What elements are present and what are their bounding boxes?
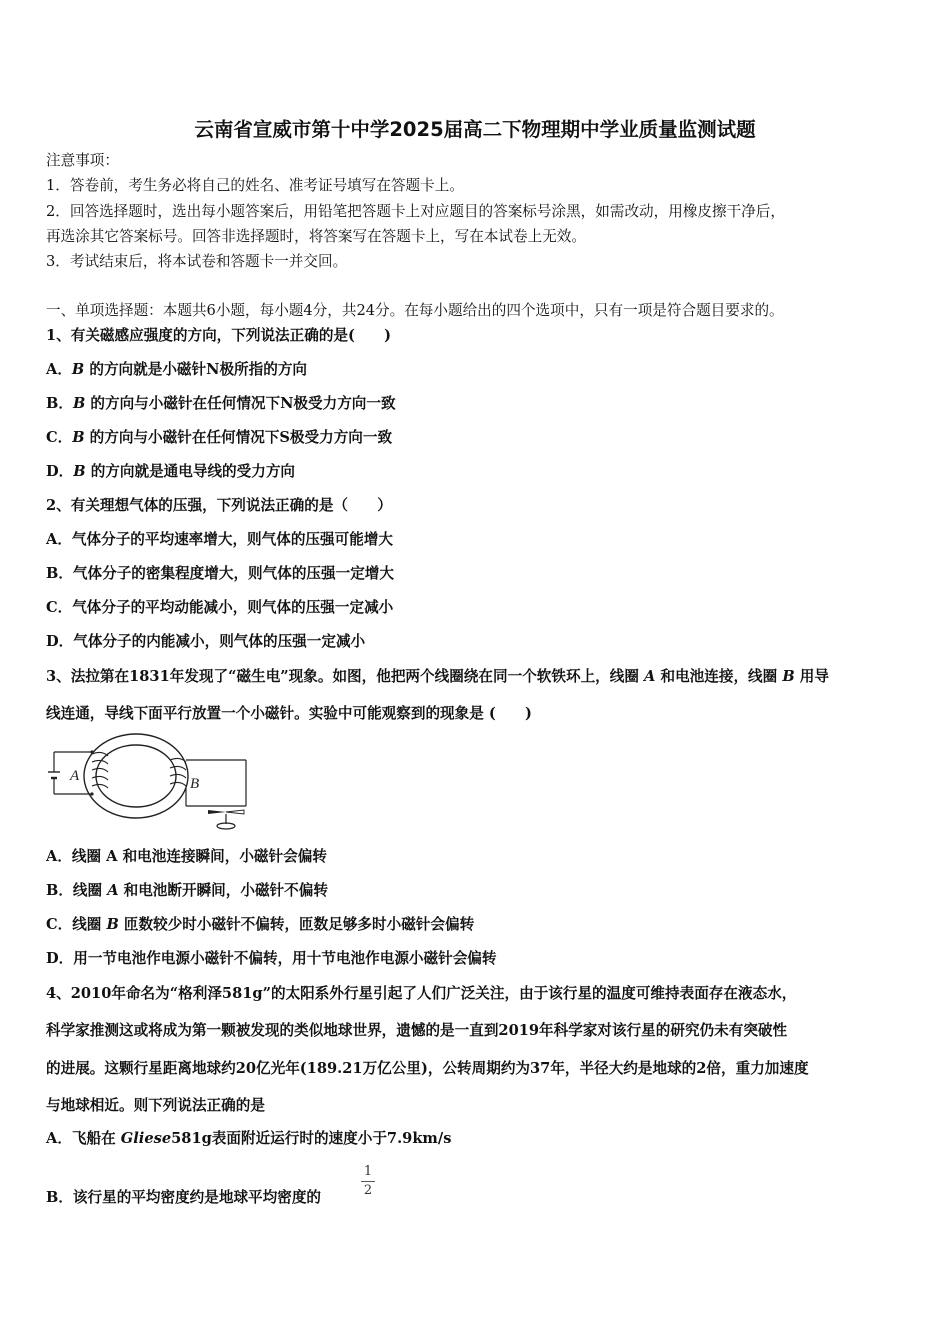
question-4-stem: 科学家推测这或将成为第一颗被发现的类似地球世界，遗憾的是一直到2019年科学家对该行星的研究仍未有突破性 [46,1022,788,1039]
notice-item: 1．答卷前，考生务必将自己的姓名、准考证号填写在答题卡上。 [46,177,464,194]
coil-b-label: B [190,776,200,792]
q2-option-d: D．气体分子的内能减小，则气体的压强一定减小 [46,633,366,650]
question-3-stem-line2: 线连通，导线下面平行放置一个小磁针。实验中可能观察到的现象是 ( ) [46,705,532,722]
q2-option-a: A．气体分子的平均速率增大，则气体的压强可能增大 [46,531,393,548]
notice-item: 再选涂其它答案标号。回答非选择题时，将答案写在答题卡上，写在本试卷上无效。 [46,228,586,245]
notice-item: 3．考试结束后，将本试卷和答题卡一并交回。 [46,253,348,270]
question-4-stem: 4、2010年命名为“格利泽581g”的太阳系外行星引起了人们广泛关注，由于该行星的温度可维持表面存在液态水， [46,985,797,1002]
notice-heading: 注意事项： [46,152,119,169]
q3-option-d: D．用一节电池作电源小磁针不偏转，用十节电池作电源小磁针会偏转 [46,950,497,967]
q4-option-a: A．飞船在 Gliese581g表面附近运行时的速度小于7.9km/s [46,1130,452,1147]
q1-option-b: B．B 的方向与小磁针在任何情况下N极受力方向一致 [46,395,396,412]
q3-option-b: B．线圈 A 和电池断开瞬间，小磁针不偏转 [46,882,328,899]
coil-ring-figure [40,732,255,832]
q1-option-a: A．B 的方向就是小磁针N极所指的方向 [46,361,308,378]
question-1-stem: 1、有关磁感应强度的方向，下列说法正确的是( ) [46,327,392,344]
coil-a-label: A [70,768,80,784]
fraction-one-half: $\frac{1}{2}$ [361,1163,375,1200]
q1-option-d: D．B 的方向就是通电导线的受力方向 [46,463,296,480]
q1-option-c: C．B 的方向与小磁针在任何情况下S极受力方向一致 [46,429,393,446]
page-title: 云南省宣威市第十中学2025届高二下物理期中学业质量监测试题 [194,118,756,141]
section-heading: 一、单项选择题：本题共6小题，每小题4分，共24分。在每小题给出的四个选项中，只有一项是符合题目要求的。 [46,302,784,319]
question-3-stem: 3、法拉第在1831年发现了“磁生电”现象。如图，他把两个线圈绕在同一个软铁环上，线圈 A 和电池连接，线圈 B 用导 [46,668,829,685]
question-2-stem: 2、有关理想气体的压强，下列说法正确的是（ ） [46,497,392,514]
q3-option-c: C．线圈 B 匝数较少时小磁针不偏转，匝数足够多时小磁针会偏转 [46,916,475,933]
q3-option-a: A．线圈 A 和电池连接瞬间，小磁针会偏转 [46,848,327,865]
q2-option-b: B．气体分子的密集程度增大，则气体的压强一定增大 [46,565,394,582]
question-4-stem: 的进展。这颗行星距离地球约20亿光年(189.21万亿公里)，公转周期约为37年，半径大约是地球的2倍，重力加速度 [46,1060,809,1077]
q2-option-c: C．气体分子的平均动能减小，则气体的压强一定减小 [46,599,394,616]
q4-option-b: B．该行星的平均密度约是地球平均密度的 [46,1189,322,1206]
notice-item: 2．回答选择题时，选出每小题答案后，用铅笔把答题卡上对应题目的答案标号涂黑，如需改动，用橡皮擦干净后， [46,203,785,220]
question-4-stem: 与地球相近。则下列说法正确的是 [46,1097,265,1114]
